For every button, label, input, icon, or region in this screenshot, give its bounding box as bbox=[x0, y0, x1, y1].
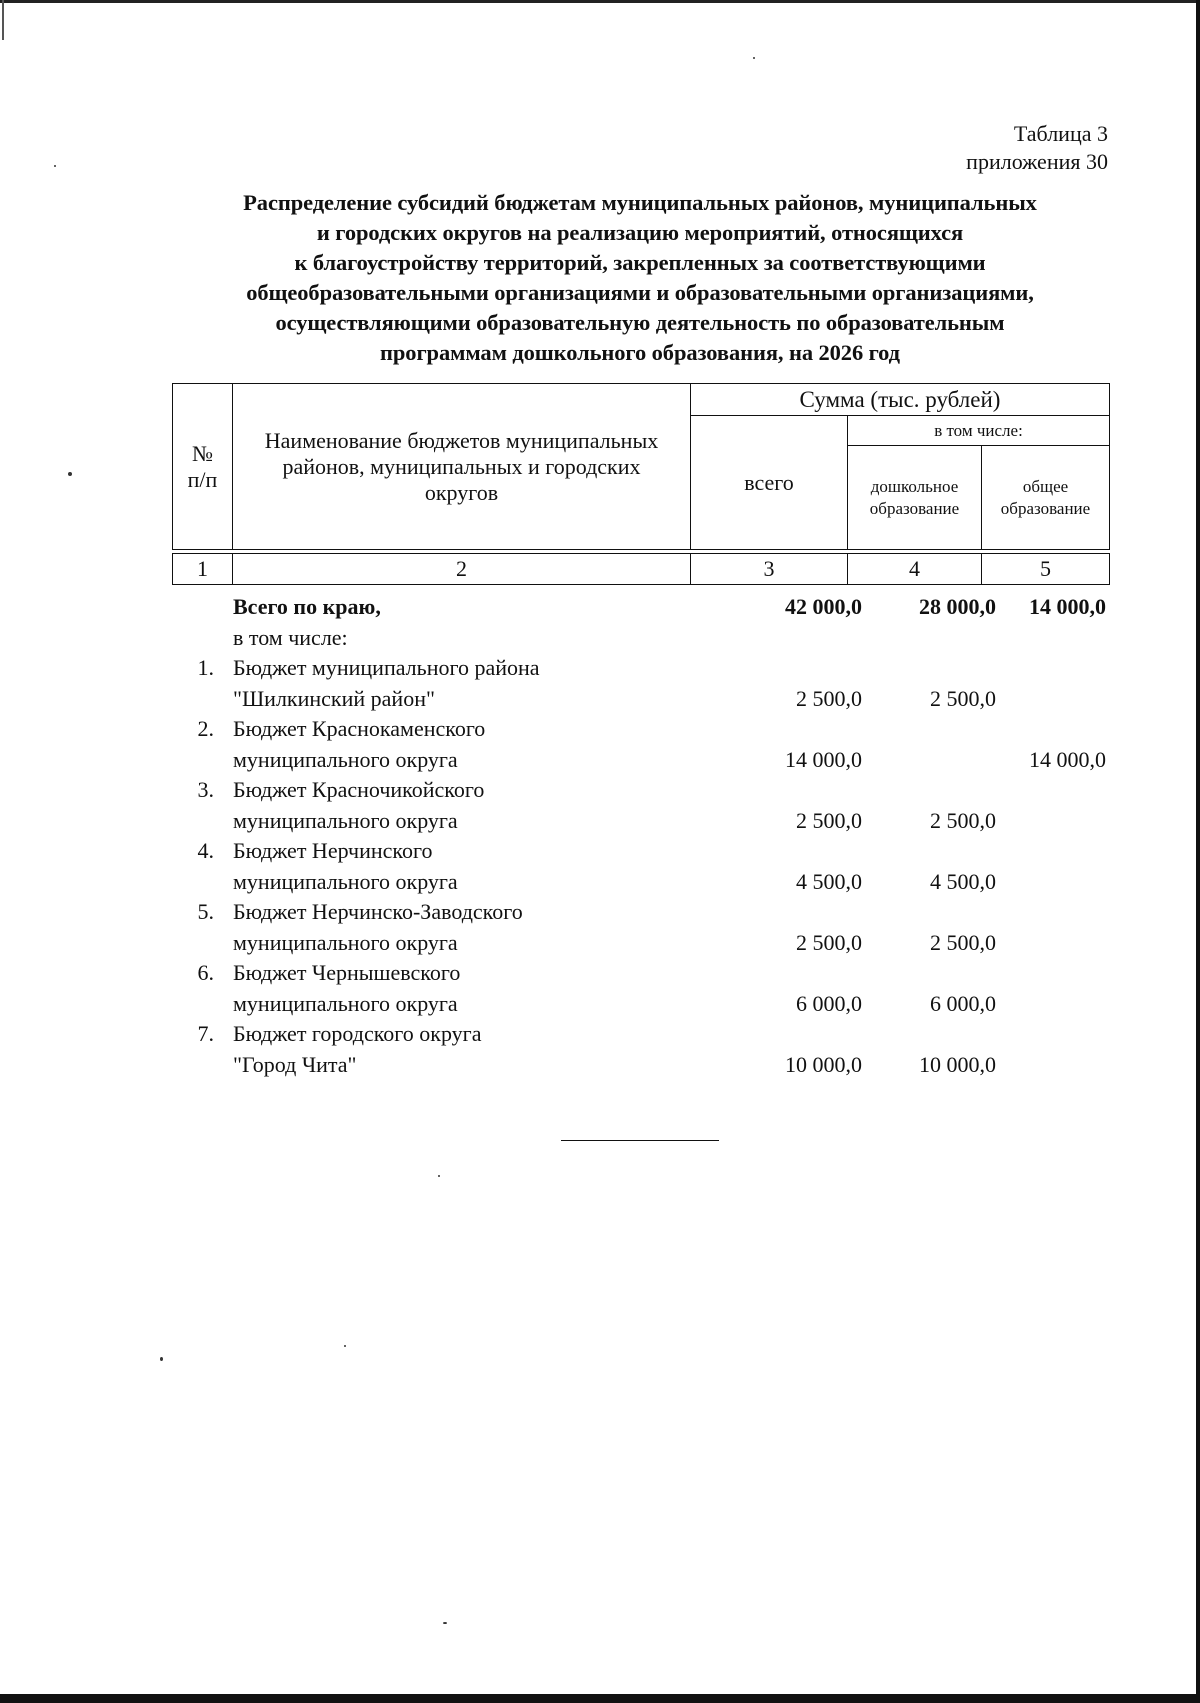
table-row bbox=[172, 836, 1109, 897]
row-preschool: 2 500,0 bbox=[930, 807, 996, 833]
column-number: 2 bbox=[233, 554, 691, 585]
total-preschool-value: 28 000,0 bbox=[919, 594, 996, 619]
row-name-line1: Бюджет муниципального района bbox=[233, 655, 540, 680]
scan-speck bbox=[344, 1345, 346, 1347]
table-row bbox=[172, 714, 1109, 775]
row-name-line1: Бюджет Нерчинско-Заводского bbox=[233, 899, 523, 924]
row-name-line2: муниципального округа bbox=[233, 807, 458, 833]
header-preschool: дошкольное образование bbox=[848, 446, 982, 550]
title-line: и городских округов на реализацию мероприятий, относящихся bbox=[316, 220, 964, 245]
row-preschool: 2 500,0 bbox=[930, 929, 996, 955]
row-number: 1. bbox=[197, 655, 214, 680]
table-header bbox=[172, 383, 1110, 585]
row-number: 5. bbox=[197, 899, 214, 924]
scan-speck bbox=[54, 165, 56, 167]
scan-edge-bottom bbox=[0, 1694, 1200, 1703]
end-rule bbox=[561, 1140, 719, 1141]
row-name-line1: Бюджет Нерчинского bbox=[233, 838, 433, 863]
scan-speck bbox=[753, 57, 755, 59]
row-total: 2 500,0 bbox=[796, 807, 862, 833]
row-name-line2: "Город Чита" bbox=[233, 1051, 357, 1077]
row-total: 4 500,0 bbox=[796, 868, 862, 894]
header-budget-name: Наименование бюджетов муниципальных районов, муниципальных и городских округов bbox=[233, 384, 691, 550]
table-reference bbox=[966, 120, 1108, 176]
table-row bbox=[172, 1019, 1109, 1080]
title-line: программам дошкольного образования, на 2026 год bbox=[380, 340, 900, 365]
total-sub-label: в том числе: bbox=[233, 624, 348, 650]
row-name-line2: муниципального округа bbox=[233, 868, 458, 894]
row-total: 2 500,0 bbox=[796, 929, 862, 955]
header-sum: Сумма (тыс. рублей) bbox=[691, 384, 1110, 416]
row-name-line2: "Шилкинский район" bbox=[233, 685, 435, 711]
table-body bbox=[172, 592, 1109, 1080]
scan-edge-right bbox=[1196, 0, 1200, 1694]
scan-edge-top bbox=[0, 0, 1200, 3]
row-total: 10 000,0 bbox=[785, 1051, 862, 1077]
row-preschool: 10 000,0 bbox=[919, 1051, 996, 1077]
scan-speck bbox=[68, 472, 72, 476]
row-total: 14 000,0 bbox=[785, 746, 862, 772]
row-total: 6 000,0 bbox=[796, 990, 862, 1016]
scan-edge-left bbox=[2, 0, 4, 40]
row-name-line1: Бюджет городского округа bbox=[233, 1021, 482, 1046]
row-preschool: 6 000,0 bbox=[930, 990, 996, 1016]
total-row bbox=[172, 592, 1109, 653]
row-total: 2 500,0 bbox=[796, 685, 862, 711]
table-number: Таблица 3 bbox=[1013, 121, 1108, 146]
scan-speck bbox=[438, 1175, 440, 1177]
table-row bbox=[172, 897, 1109, 958]
total-general-value: 14 000,0 bbox=[1029, 594, 1106, 619]
row-name-line1: Бюджет Чернышевского bbox=[233, 960, 461, 985]
row-name-line2: муниципального округа bbox=[233, 990, 458, 1016]
row-name-line2: муниципального округа bbox=[233, 929, 458, 955]
total-label: Всего по краю, bbox=[233, 594, 381, 619]
document-title bbox=[170, 188, 1110, 368]
header-including: в том числе: bbox=[848, 416, 1110, 446]
column-number: 4 bbox=[848, 554, 982, 585]
scan-speck bbox=[443, 1622, 447, 1624]
row-number: 4. bbox=[197, 838, 214, 863]
table-row bbox=[172, 775, 1109, 836]
column-number: 5 bbox=[982, 554, 1110, 585]
title-line: Распределение субсидий бюджетам муниципальных районов, муниципальных bbox=[243, 190, 1037, 215]
title-line: к благоустройству территорий, закрепленных за соответствующими bbox=[294, 250, 986, 275]
row-number: 2. bbox=[197, 716, 214, 741]
row-preschool: 2 500,0 bbox=[930, 685, 996, 711]
scan-speck bbox=[160, 1357, 163, 1361]
row-name-line1: Бюджет Красночикойского bbox=[233, 777, 485, 802]
total-value: 42 000,0 bbox=[785, 594, 862, 619]
row-name-line1: Бюджет Краснокаменского bbox=[233, 716, 486, 741]
appendix-number: приложения 30 bbox=[966, 149, 1108, 174]
header-general: общее образование bbox=[982, 446, 1110, 550]
row-general: 14 000,0 bbox=[1029, 746, 1106, 772]
column-number: 1 bbox=[173, 554, 233, 585]
row-number: 3. bbox=[197, 777, 214, 802]
row-preschool: 4 500,0 bbox=[930, 868, 996, 894]
title-line: осуществляющими образовательную деятельность по образовательным bbox=[275, 310, 1005, 335]
header-total: всего bbox=[691, 416, 848, 550]
row-number: 6. bbox=[197, 960, 214, 985]
table-row bbox=[172, 958, 1109, 1019]
header-number: № п/п bbox=[173, 384, 233, 550]
table-row bbox=[172, 653, 1109, 714]
title-line: общеобразовательными организациями и образовательными организациями, bbox=[246, 280, 1034, 305]
row-number: 7. bbox=[197, 1021, 214, 1046]
column-number: 3 bbox=[691, 554, 848, 585]
row-name-line2: муниципального округа bbox=[233, 746, 458, 772]
